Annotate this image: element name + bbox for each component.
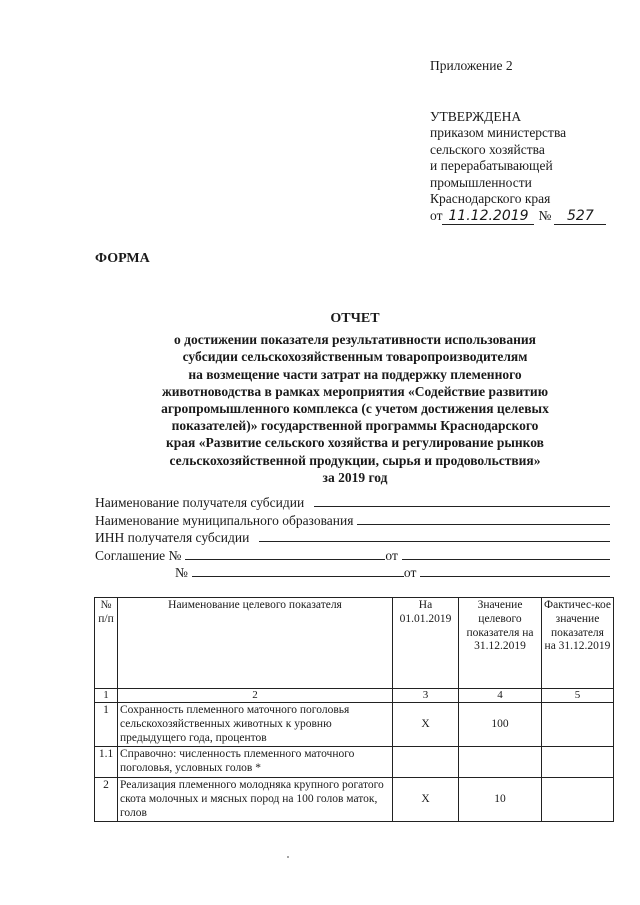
additional-date-blank[interactable] xyxy=(420,564,610,577)
header-target: Значение целевого показателя на 31.12.2019 xyxy=(459,598,542,689)
header-actual: Фактичес-кое значение показателя на 31.12.2019 xyxy=(542,598,614,689)
row-start: Х xyxy=(393,703,459,747)
title-line: на возмещение части затрат на поддержку племенного xyxy=(188,366,522,382)
agreement-label: Соглашение № xyxy=(95,547,182,563)
title-line: сельскохозяйственной продукции, сырья и продовольствия» xyxy=(169,452,541,468)
table-row xyxy=(95,703,614,747)
table-header-row xyxy=(95,598,614,689)
municipality-field[interactable] xyxy=(95,512,610,530)
additional-from-label: от xyxy=(403,565,417,580)
column-number-row xyxy=(95,689,614,703)
recipient-field[interactable] xyxy=(95,494,610,512)
row-name: Реализация племенного молодняка крупного рогатого скота молочных и мясных пород на 100 голов маток, голов xyxy=(118,777,393,821)
title-line: о достижении показателя результативности использования xyxy=(174,332,536,348)
title-line: агропромышленного комплекса (с учетом достижения целевых xyxy=(161,401,549,417)
scan-speck xyxy=(287,856,289,858)
approval-date: 11.12.2019 xyxy=(442,208,534,225)
approval-line: приказом министерства xyxy=(430,125,567,140)
row-name: Справочно: численность племенного маточного поголовья, условных голов * xyxy=(118,747,393,778)
report-heading: ОТЧЕТ xyxy=(330,311,380,326)
col-number: 1 xyxy=(95,689,118,703)
approval-block xyxy=(430,58,620,225)
row-num: 2 xyxy=(95,777,118,821)
row-actual[interactable] xyxy=(542,703,614,747)
municipality-label: Наименование муниципального образования xyxy=(95,512,354,528)
form-fields xyxy=(95,494,610,582)
additional-number-label: № xyxy=(175,565,188,580)
inn-label: ИНН получателя субсидии xyxy=(95,530,250,545)
form-label: ФОРМА xyxy=(95,251,150,266)
date-prefix: от xyxy=(430,207,443,223)
agreement-number-blank[interactable] xyxy=(185,547,385,560)
appendix-label: Приложение 2 xyxy=(430,58,513,73)
row-num: 1.1 xyxy=(95,747,118,778)
row-actual[interactable] xyxy=(542,777,614,821)
report-title xyxy=(120,310,590,486)
agreement-from-label: от xyxy=(385,547,398,563)
row-start[interactable] xyxy=(393,747,459,778)
row-target: 100 xyxy=(459,703,542,747)
approval-number: 527 xyxy=(554,208,606,225)
row-name: Сохранность племенного маточного поголовья сельскохозяйственных животных к уровню предыдущего года, процентов xyxy=(118,703,393,747)
col-number: 2 xyxy=(118,689,393,703)
additional-agreement-field[interactable] xyxy=(95,564,610,582)
approval-line: Краснодарского края xyxy=(430,191,551,206)
row-target[interactable] xyxy=(459,747,542,778)
inn-blank[interactable] xyxy=(259,529,610,542)
approval-line: сельского хозяйства xyxy=(430,141,545,157)
title-line: показателей)» государственной программы Краснодарского xyxy=(171,418,539,434)
additional-number-blank[interactable] xyxy=(192,564,404,577)
recipient-blank[interactable] xyxy=(314,494,610,507)
col-number: 5 xyxy=(542,689,614,703)
recipient-label: Наименование получателя субсидии xyxy=(95,495,305,510)
col-number: 3 xyxy=(393,689,459,703)
approved-label: УТВЕРЖДЕНА xyxy=(430,108,522,124)
header-num: № п/п xyxy=(95,598,118,689)
table-row xyxy=(95,777,614,821)
agreement-date-blank[interactable] xyxy=(402,547,610,560)
title-line: за 2019 год xyxy=(322,469,388,485)
row-start: Х xyxy=(393,777,459,821)
header-name: Наименование целевого показателя xyxy=(118,598,393,689)
row-target: 10 xyxy=(459,777,542,821)
row-actual[interactable] xyxy=(542,747,614,778)
inn-field[interactable] xyxy=(95,529,610,547)
row-num: 1 xyxy=(95,703,118,747)
col-number: 4 xyxy=(459,689,542,703)
approval-line: и перерабатывающей xyxy=(430,158,553,173)
agreement-field[interactable] xyxy=(95,547,610,565)
title-line: животноводства в рамках мероприятия «Содействие развитию xyxy=(161,383,549,399)
title-line: края «Развитие сельского хозяйства и регулирование рынков xyxy=(166,435,544,451)
approval-date-line xyxy=(430,208,620,225)
header-start: На 01.01.2019 xyxy=(393,598,459,689)
number-sign: № xyxy=(538,207,552,223)
approval-line: промышленности xyxy=(430,174,532,190)
table-row xyxy=(95,747,614,778)
municipality-blank[interactable] xyxy=(357,512,610,525)
indicator-table xyxy=(94,597,614,822)
title-line: субсидии сельскохозяйственным товаропроизводителям xyxy=(182,349,528,365)
